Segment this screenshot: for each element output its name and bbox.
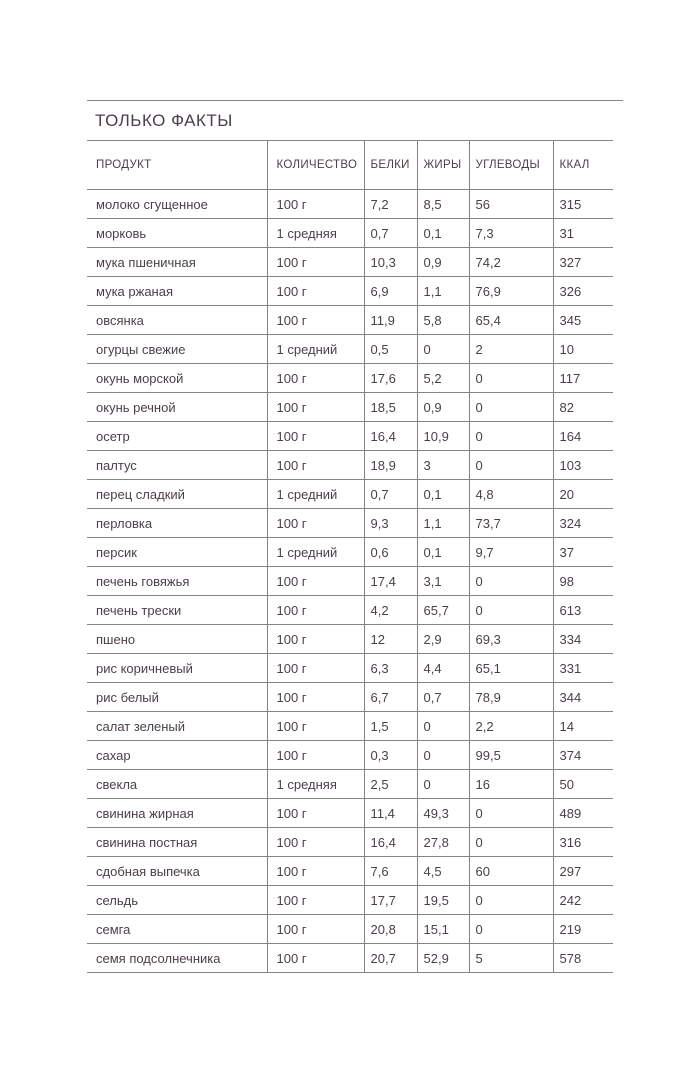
cell-carbs: 2,2 xyxy=(469,712,553,741)
cell-quantity: 100 г xyxy=(267,190,364,219)
table-row xyxy=(87,335,613,364)
cell-quantity: 100 г xyxy=(267,857,364,886)
cell-fat: 3 xyxy=(417,451,469,480)
cell-product: семга xyxy=(87,915,267,944)
cell-protein: 20,8 xyxy=(364,915,417,944)
cell-kcal: 117 xyxy=(553,364,613,393)
cell-protein: 6,7 xyxy=(364,683,417,712)
cell-fat: 0,7 xyxy=(417,683,469,712)
cell-carbs: 4,8 xyxy=(469,480,553,509)
cell-product: рис коричневый xyxy=(87,654,267,683)
cell-carbs: 74,2 xyxy=(469,248,553,277)
cell-kcal: 334 xyxy=(553,625,613,654)
cell-carbs: 76,9 xyxy=(469,277,553,306)
cell-quantity: 100 г xyxy=(267,683,364,712)
cell-fat: 5,2 xyxy=(417,364,469,393)
table-row xyxy=(87,799,613,828)
cell-protein: 10,3 xyxy=(364,248,417,277)
cell-kcal: 20 xyxy=(553,480,613,509)
cell-fat: 49,3 xyxy=(417,799,469,828)
cell-carbs: 65,1 xyxy=(469,654,553,683)
cell-protein: 17,6 xyxy=(364,364,417,393)
cell-quantity: 100 г xyxy=(267,654,364,683)
cell-quantity: 100 г xyxy=(267,422,364,451)
cell-fat: 0,9 xyxy=(417,393,469,422)
cell-quantity: 100 г xyxy=(267,248,364,277)
cell-carbs: 65,4 xyxy=(469,306,553,335)
cell-fat: 0 xyxy=(417,335,469,364)
cell-carbs: 0 xyxy=(469,799,553,828)
table-row xyxy=(87,393,613,422)
cell-kcal: 219 xyxy=(553,915,613,944)
cell-protein: 9,3 xyxy=(364,509,417,538)
cell-product: мука ржаная xyxy=(87,277,267,306)
cell-protein: 6,9 xyxy=(364,277,417,306)
cell-quantity: 100 г xyxy=(267,828,364,857)
cell-protein: 0,7 xyxy=(364,480,417,509)
cell-product: перловка xyxy=(87,509,267,538)
cell-carbs: 0 xyxy=(469,393,553,422)
table-row xyxy=(87,625,613,654)
cell-kcal: 578 xyxy=(553,944,613,973)
cell-fat: 65,7 xyxy=(417,596,469,625)
cell-carbs: 0 xyxy=(469,596,553,625)
cell-quantity: 100 г xyxy=(267,944,364,973)
header-kcal: ККАЛ xyxy=(553,141,613,190)
cell-kcal: 164 xyxy=(553,422,613,451)
table-row xyxy=(87,944,613,973)
cell-quantity: 100 г xyxy=(267,509,364,538)
cell-product: огурцы свежие xyxy=(87,335,267,364)
cell-product: окунь речной xyxy=(87,393,267,422)
cell-carbs: 5 xyxy=(469,944,553,973)
cell-quantity: 100 г xyxy=(267,915,364,944)
table-row xyxy=(87,712,613,741)
cell-quantity: 100 г xyxy=(267,886,364,915)
cell-protein: 4,2 xyxy=(364,596,417,625)
table-row xyxy=(87,741,613,770)
cell-fat: 2,9 xyxy=(417,625,469,654)
table-row xyxy=(87,509,613,538)
cell-quantity: 100 г xyxy=(267,596,364,625)
cell-quantity: 1 средняя xyxy=(267,219,364,248)
cell-kcal: 316 xyxy=(553,828,613,857)
table-row xyxy=(87,306,613,335)
cell-fat: 8,5 xyxy=(417,190,469,219)
cell-product: рис белый xyxy=(87,683,267,712)
cell-fat: 52,9 xyxy=(417,944,469,973)
table-row xyxy=(87,683,613,712)
cell-kcal: 344 xyxy=(553,683,613,712)
cell-product: салат зеленый xyxy=(87,712,267,741)
cell-fat: 5,8 xyxy=(417,306,469,335)
cell-carbs: 73,7 xyxy=(469,509,553,538)
cell-fat: 3,1 xyxy=(417,567,469,596)
cell-kcal: 37 xyxy=(553,538,613,567)
cell-product: сельдь xyxy=(87,886,267,915)
cell-kcal: 297 xyxy=(553,857,613,886)
header-protein: БЕЛКИ xyxy=(364,141,417,190)
cell-product: свинина жирная xyxy=(87,799,267,828)
cell-fat: 10,9 xyxy=(417,422,469,451)
cell-kcal: 98 xyxy=(553,567,613,596)
cell-fat: 0 xyxy=(417,741,469,770)
cell-protein: 12 xyxy=(364,625,417,654)
cell-kcal: 14 xyxy=(553,712,613,741)
cell-quantity: 100 г xyxy=(267,741,364,770)
cell-quantity: 100 г xyxy=(267,625,364,654)
table-row xyxy=(87,886,613,915)
cell-quantity: 100 г xyxy=(267,277,364,306)
cell-kcal: 327 xyxy=(553,248,613,277)
cell-fat: 0,9 xyxy=(417,248,469,277)
section-title: ТОЛЬКО ФАКТЫ xyxy=(95,111,233,130)
cell-product: осетр xyxy=(87,422,267,451)
cell-carbs: 16 xyxy=(469,770,553,799)
cell-product: морковь xyxy=(87,219,267,248)
cell-fat: 15,1 xyxy=(417,915,469,944)
header-quantity: КОЛИЧЕСТВО xyxy=(267,141,364,190)
cell-carbs: 69,3 xyxy=(469,625,553,654)
cell-kcal: 345 xyxy=(553,306,613,335)
cell-carbs: 0 xyxy=(469,364,553,393)
cell-quantity: 1 средний xyxy=(267,335,364,364)
cell-protein: 16,4 xyxy=(364,422,417,451)
cell-kcal: 374 xyxy=(553,741,613,770)
cell-protein: 18,5 xyxy=(364,393,417,422)
cell-carbs: 2 xyxy=(469,335,553,364)
cell-fat: 1,1 xyxy=(417,277,469,306)
table-body xyxy=(87,190,613,973)
cell-quantity: 100 г xyxy=(267,306,364,335)
cell-protein: 6,3 xyxy=(364,654,417,683)
table-row xyxy=(87,219,613,248)
cell-kcal: 242 xyxy=(553,886,613,915)
cell-quantity: 1 средняя xyxy=(267,770,364,799)
cell-kcal: 103 xyxy=(553,451,613,480)
cell-quantity: 100 г xyxy=(267,364,364,393)
cell-fat: 0,1 xyxy=(417,219,469,248)
cell-carbs: 0 xyxy=(469,422,553,451)
cell-fat: 4,5 xyxy=(417,857,469,886)
cell-protein: 0,5 xyxy=(364,335,417,364)
cell-protein: 7,6 xyxy=(364,857,417,886)
table-row xyxy=(87,567,613,596)
table-row xyxy=(87,654,613,683)
cell-product: молоко сгущенное xyxy=(87,190,267,219)
cell-product: сдобная выпечка xyxy=(87,857,267,886)
cell-protein: 2,5 xyxy=(364,770,417,799)
cell-carbs: 0 xyxy=(469,886,553,915)
header-carbs: УГЛЕВОДЫ xyxy=(469,141,553,190)
cell-product: печень говяжья xyxy=(87,567,267,596)
cell-carbs: 99,5 xyxy=(469,741,553,770)
table-header-row xyxy=(87,141,613,190)
cell-product: окунь морской xyxy=(87,364,267,393)
table-row xyxy=(87,770,613,799)
cell-kcal: 324 xyxy=(553,509,613,538)
cell-product: пшено xyxy=(87,625,267,654)
cell-protein: 11,9 xyxy=(364,306,417,335)
table-row xyxy=(87,248,613,277)
cell-product: перец сладкий xyxy=(87,480,267,509)
nutrition-table xyxy=(87,140,613,973)
cell-carbs: 56 xyxy=(469,190,553,219)
cell-fat: 1,1 xyxy=(417,509,469,538)
cell-kcal: 31 xyxy=(553,219,613,248)
cell-kcal: 331 xyxy=(553,654,613,683)
cell-protein: 11,4 xyxy=(364,799,417,828)
cell-protein: 16,4 xyxy=(364,828,417,857)
cell-protein: 0,6 xyxy=(364,538,417,567)
cell-protein: 17,4 xyxy=(364,567,417,596)
cell-fat: 4,4 xyxy=(417,654,469,683)
cell-quantity: 100 г xyxy=(267,393,364,422)
cell-protein: 17,7 xyxy=(364,886,417,915)
top-divider xyxy=(87,100,623,101)
facts-section xyxy=(87,100,623,973)
table-row xyxy=(87,538,613,567)
cell-kcal: 489 xyxy=(553,799,613,828)
cell-carbs: 78,9 xyxy=(469,683,553,712)
cell-product: печень трески xyxy=(87,596,267,625)
cell-protein: 7,2 xyxy=(364,190,417,219)
cell-kcal: 10 xyxy=(553,335,613,364)
cell-carbs: 60 xyxy=(469,857,553,886)
cell-fat: 0,1 xyxy=(417,538,469,567)
cell-product: сахар xyxy=(87,741,267,770)
cell-quantity: 100 г xyxy=(267,451,364,480)
cell-fat: 27,8 xyxy=(417,828,469,857)
cell-product: свекла xyxy=(87,770,267,799)
cell-carbs: 0 xyxy=(469,828,553,857)
header-product: ПРОДУКТ xyxy=(87,141,267,190)
cell-fat: 19,5 xyxy=(417,886,469,915)
cell-product: свинина постная xyxy=(87,828,267,857)
table-row xyxy=(87,451,613,480)
header-fat: ЖИРЫ xyxy=(417,141,469,190)
cell-kcal: 326 xyxy=(553,277,613,306)
cell-kcal: 82 xyxy=(553,393,613,422)
cell-product: палтус xyxy=(87,451,267,480)
cell-fat: 0 xyxy=(417,770,469,799)
cell-carbs: 0 xyxy=(469,451,553,480)
table-row xyxy=(87,828,613,857)
cell-carbs: 9,7 xyxy=(469,538,553,567)
cell-product: овсянка xyxy=(87,306,267,335)
cell-fat: 0 xyxy=(417,712,469,741)
cell-protein: 0,7 xyxy=(364,219,417,248)
table-row xyxy=(87,480,613,509)
table-row xyxy=(87,915,613,944)
cell-quantity: 1 средний xyxy=(267,480,364,509)
cell-protein: 0,3 xyxy=(364,741,417,770)
table-row xyxy=(87,422,613,451)
cell-fat: 0,1 xyxy=(417,480,469,509)
cell-protein: 18,9 xyxy=(364,451,417,480)
table-row xyxy=(87,277,613,306)
cell-product: персик xyxy=(87,538,267,567)
cell-product: семя подсолнечника xyxy=(87,944,267,973)
cell-protein: 1,5 xyxy=(364,712,417,741)
cell-carbs: 0 xyxy=(469,915,553,944)
cell-carbs: 0 xyxy=(469,567,553,596)
cell-kcal: 613 xyxy=(553,596,613,625)
cell-quantity: 100 г xyxy=(267,712,364,741)
table-row xyxy=(87,596,613,625)
cell-quantity: 100 г xyxy=(267,799,364,828)
cell-kcal: 315 xyxy=(553,190,613,219)
cell-carbs: 7,3 xyxy=(469,219,553,248)
table-row xyxy=(87,364,613,393)
cell-quantity: 1 средний xyxy=(267,538,364,567)
cell-quantity: 100 г xyxy=(267,567,364,596)
cell-product: мука пшеничная xyxy=(87,248,267,277)
cell-protein: 20,7 xyxy=(364,944,417,973)
cell-kcal: 50 xyxy=(553,770,613,799)
table-row xyxy=(87,857,613,886)
table-row xyxy=(87,190,613,219)
